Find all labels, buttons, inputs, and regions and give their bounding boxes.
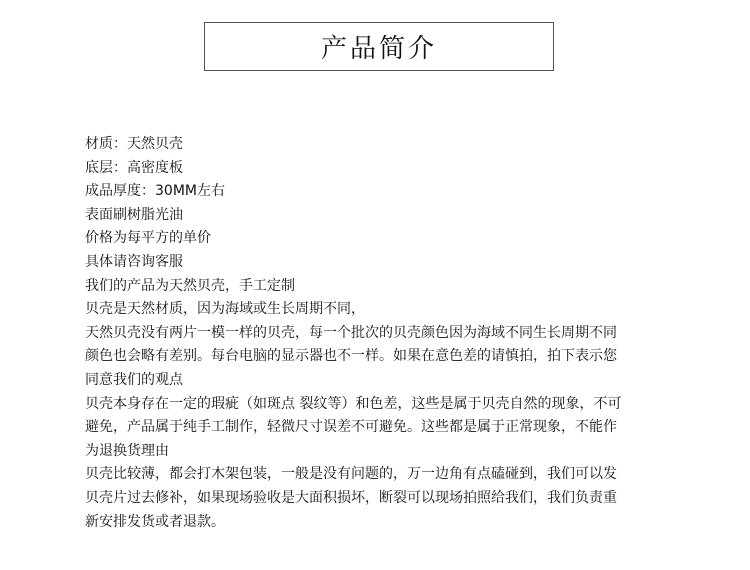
text-line: 表面刷树脂光油 bbox=[85, 206, 183, 223]
text-line: 具体请咨询客服 bbox=[85, 253, 183, 270]
text-line: 为退换货理由 bbox=[85, 442, 169, 459]
title-box bbox=[204, 22, 554, 71]
text-line: 天然贝壳没有两片一模一样的贝壳，每一个批次的贝壳颜色因为海域不同生长周期不同 bbox=[85, 324, 617, 341]
text-line: 贝壳本身存在一定的瑕疵（如斑点 裂纹等）和色差，这些是属于贝壳自然的现象，不可 bbox=[85, 395, 622, 412]
text-line: 避免，产品属于纯手工制作，轻微尺寸误差不可避免。这些都是属于正常现象，不能作 bbox=[85, 419, 617, 436]
text-line: 贝壳是天然材质，因为海域或生长周期不同， bbox=[85, 301, 365, 318]
text-line: 成品厚度：30MM左右 bbox=[85, 183, 225, 200]
text-line: 我们的产品为天然贝壳，手工定制 bbox=[85, 277, 295, 294]
text-line: 颜色也会略有差别。每台电脑的显示器也不一样。如果在意色差的请慎拍，拍下表示您 bbox=[85, 348, 617, 365]
page-title: 产品简介 bbox=[320, 34, 437, 64]
text-line: 材质：天然贝壳 bbox=[85, 136, 183, 152]
description-body bbox=[85, 133, 710, 534]
text-line: 底层：高密度板 bbox=[85, 159, 183, 176]
text-line: 同意我们的观点 bbox=[85, 371, 183, 388]
text-line: 新安排发货或者退款。 bbox=[85, 513, 225, 530]
text-line: 贝壳片过去修补，如果现场验收是大面积损坏，断裂可以现场拍照给我们，我们负责重 bbox=[85, 489, 617, 506]
text-line: 价格为每平方的单价 bbox=[85, 230, 211, 247]
text-line: 贝壳比较薄，都会打木架包装，一般是没有问题的，万一边角有点磕碰到，我们可以发 bbox=[85, 466, 617, 483]
